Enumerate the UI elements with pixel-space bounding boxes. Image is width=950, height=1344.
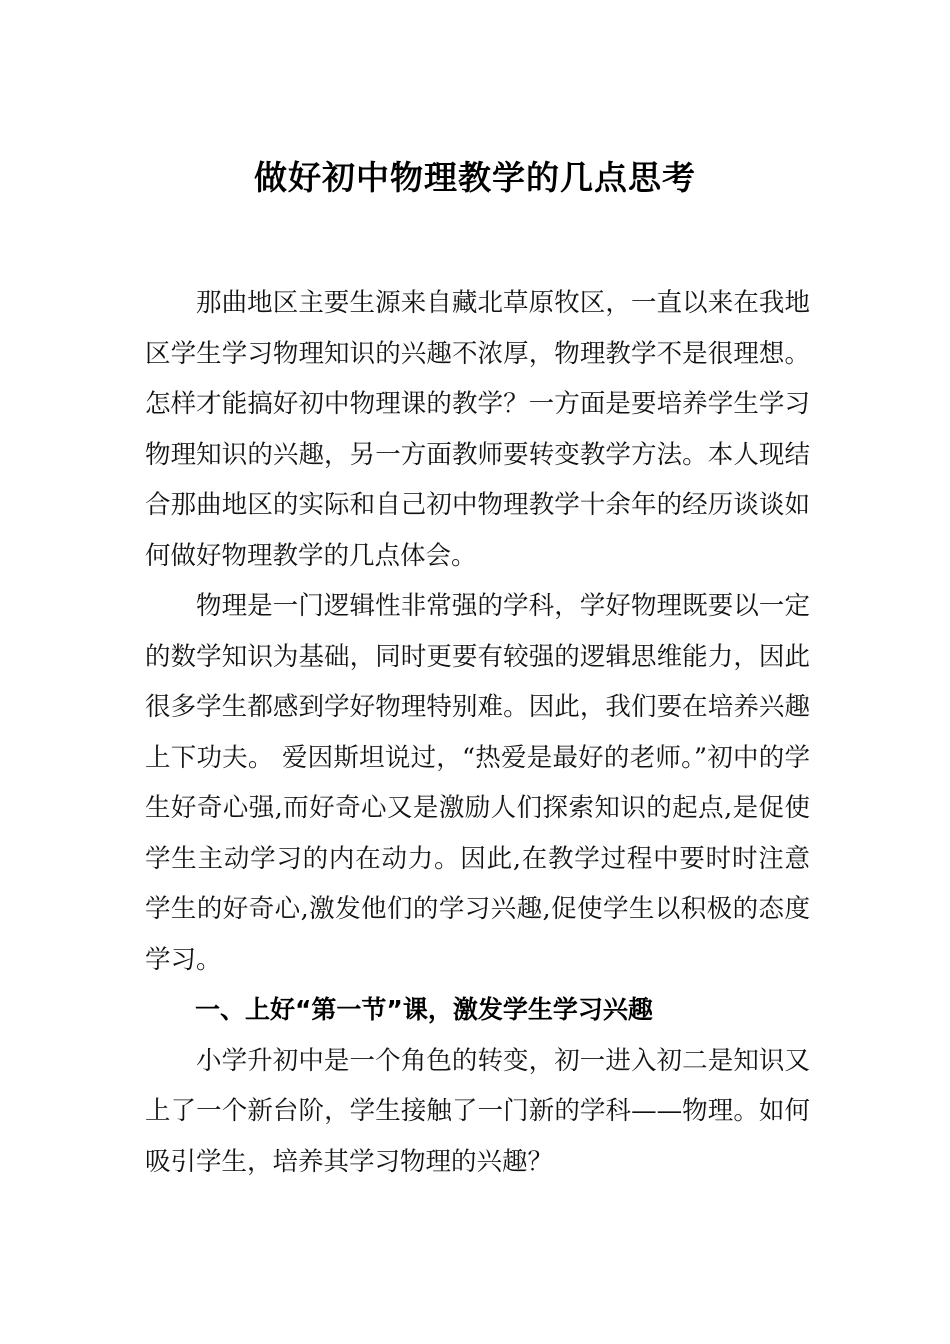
paragraph-interest: 物理是一门逻辑性非常强的学科，学好物理既要以一定的数学知识为基础，同时更要有较强的逻辑思维能力，因此很多学生都感到学好物理特别难。因此，我们要在培养兴趣上下功夫。 爱因斯坦说过，“热爱是最好的老师。”初中的学生好奇心强,而好奇心又是激励人们探索知识的起点,是促使学生主动学习的内在动力。因此,在教学过程中要时时注意学生的好奇心,激发他们的学习兴趣,促使学生以积极的态度学习。 [145, 591, 810, 975]
document-body [145, 278, 810, 1187]
paragraph-intro: 那曲地区主要生源来自藏北草原牧区，一直以来在我地区学生学习物理知识的兴趣不浓厚，物理教学不是很理想。怎样才能搞好初中物理课的教学？一方面是要培养学生学习物理知识的兴趣，另一方面教师要转变教学方法。本人现结合那曲地区的实际和自己初中物理教学十余年的经历谈谈如何做好物理教学的几点体会。 [145, 288, 810, 571]
paragraph-section-one: 小学升初中是一个角色的转变，初一进入初二是知识又上了一个新台阶，学生接触了一门新的学科——物理。如何吸引学生，培养其学习物理的兴趣？ [145, 1045, 810, 1177]
document-title: 做好初中物理教学的几点思考 [254, 158, 696, 197]
section-heading: 一、上好“第一节”课，激发学生学习兴趣 [195, 995, 653, 1024]
